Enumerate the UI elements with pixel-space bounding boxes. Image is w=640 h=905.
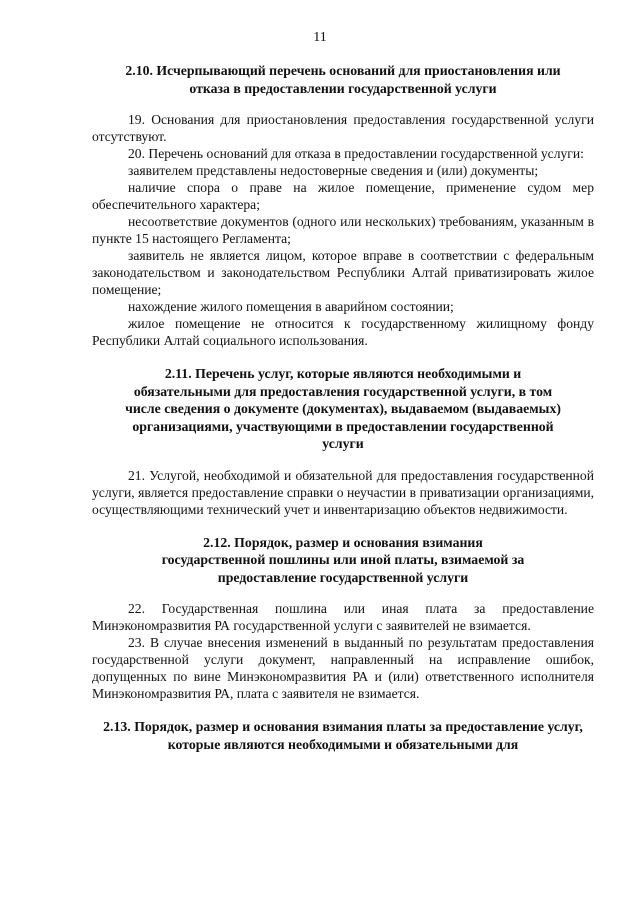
section-heading: 2.10. Исчерпывающий перечень оснований для приостановления или отказа в предоставлении государственной услуги: [125, 63, 561, 96]
paragraph: 21. Услугой, необходимой и обязательной для предоставления государственной услуги, является предоставление справки о неучастии в приватизации организациями, осуществляющими технический учет и инвентаризацию объектов недвижимости.: [92, 467, 594, 517]
section-heading: 2.11. Перечень услуг, которые являются необходимыми и обязательными для предоставления государственной услуги, в том числе сведения о документе (документах), выдаваемом (выдаваемых) организациями, участвующими в предоставлении государственной услуги: [125, 366, 561, 451]
paragraph: 23. В случае внесения изменений в выданный по результатам предоставления государственной услуги документ, направленный на исправление ошибок, допущенных по вине Минэкономразвития РА и (или) ответственного исполнителя Минэкономразвития РА, плата с заявителя не взимается.: [92, 635, 594, 701]
list-item: заявителем представлены недостоверные сведения и (или) документы;: [128, 163, 539, 178]
section-2-10: [92, 62, 594, 349]
list-item: наличие спора о праве на жилое помещение, применение судом мер обеспечительного характера;: [92, 180, 594, 212]
list-item: несоответствие документов (одного или нескольких) требованиям, указанным в пункте 15 настоящего Регламента;: [92, 214, 594, 246]
list-item: жилое помещение не относится к государственному жилищному фонду Республики Алтай социального использования.: [92, 316, 594, 348]
section-heading: 2.13. Порядок, размер и основания взимания платы за предоставление услуг, которые являются необходимыми и обязательными для: [103, 719, 583, 752]
paragraph: 19. Основания для приостановления предоставления государственной услуги отсутствуют.: [92, 112, 594, 144]
page-number: 11: [313, 30, 327, 45]
list-item: заявитель не является лицом, которое вправе в соответствии с федеральным законодательством и законодательством Республики Алтай приватизировать жилое помещение;: [92, 248, 594, 297]
paragraph: 20. Перечень оснований для отказа в предоставлении государственной услуги:: [128, 146, 584, 161]
section-2-13: [92, 718, 594, 753]
document-body: [92, 62, 594, 753]
section-2-11: [92, 365, 594, 518]
list-item: нахождение жилого помещения в аварийном состоянии;: [128, 299, 454, 314]
paragraph: 22. Государственная пошлина или иная плата за предоставление Минэкономразвития РА государственной услуги с заявителей не взимается.: [92, 601, 594, 633]
section-2-12: [92, 534, 594, 703]
section-heading: 2.12. Порядок, размер и основания взимания государственной пошлины или иной платы, взимаемой за предоставление государственной услуги: [161, 534, 525, 585]
